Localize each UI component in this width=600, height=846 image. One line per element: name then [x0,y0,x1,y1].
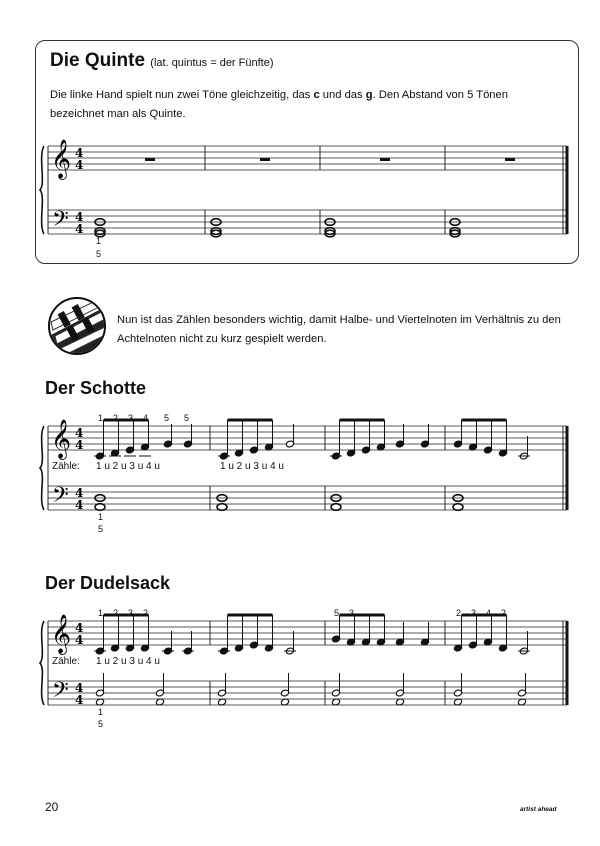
section-title-schotte: Der Schotte [45,378,147,398]
count-text: 1 u 2 u 3 u 4 u [96,461,160,472]
fingering-number: 2 [143,608,149,618]
count-text: 1 u 2 u 3 u 4 u [96,656,160,667]
fingering-number: 2 [456,608,462,618]
fingering-number: 5 [334,608,340,618]
brace [40,426,44,510]
fingering-number: 3 [349,608,355,618]
fingering-number: 3 [128,608,134,618]
treble-clef: 𝄞 [51,614,72,654]
time-signature: 4 [75,158,84,172]
whole-note [217,504,227,511]
time-signature: 4 [75,210,84,224]
title-note: (lat. quintus = der Fünfte) [150,57,274,69]
fingering-number: 1 [96,236,102,246]
fingering-number: 5 [184,413,190,423]
time-signature: 4 [75,146,84,160]
publisher-logo: artist ahead [520,806,557,813]
fingering-number: 5 [164,413,170,423]
section-title-quinte: Die Quinte (lat. quintus = der Fünfte) [50,50,274,71]
whole-rest [260,158,270,161]
whole-rest [145,158,155,161]
time-signature: 4 [75,438,84,452]
time-signature: 4 [75,486,84,500]
fingering-number: 3 [128,413,134,423]
fingering-number: 2 [113,413,119,423]
fingering-number: 5 [98,524,104,534]
piano-keys-icon [47,296,107,356]
fingering-number: 3 [471,608,477,618]
fingering-number: 1 [98,608,104,618]
whole-rest [380,158,390,161]
bass-clef: 𝄢 [52,483,69,513]
count-label: Zähle: [52,656,80,667]
brace [40,146,44,234]
count-text: 1 u 2 u 3 u 4 u [220,461,284,472]
whole-note [331,504,341,511]
brace [40,621,44,705]
treble-clef: 𝄞 [51,139,72,179]
section-title-dudelsack: Der Dudelsack [45,573,171,593]
time-signature: 4 [75,222,84,236]
page-number: 20 [45,800,59,814]
treble-clef: 𝄞 [51,419,72,459]
time-signature: 4 [75,681,84,695]
quinte-score [0,130,600,270]
bass-clef: 𝄢 [52,207,69,237]
time-signature: 4 [75,633,84,647]
bass-clef: 𝄢 [52,678,69,708]
whole-note [95,504,105,511]
fingering-number: 5 [98,719,104,729]
fingering-number: 4 [143,413,149,423]
fingering-number: 5 [96,249,102,259]
fingering-number: 1 [98,512,104,522]
count-label: Zähle: [52,461,80,472]
fingering-number: 2 [501,608,507,618]
dudelsack-score [0,605,600,735]
time-signature: 4 [75,621,84,635]
whole-rest [505,158,515,161]
fingering-number: 2 [113,608,119,618]
time-signature: 4 [75,426,84,440]
time-signature: 4 [75,498,84,512]
time-signature: 4 [75,693,84,707]
fingering-number: 1 [98,707,104,717]
fingering-number: 4 [486,608,492,618]
whole-note [453,504,463,511]
tip-text: Nun ist das Zählen besonders wichtig, damit Halbe- und Viertelnoten im Verhältnis zu den Achtelnoten nicht zu kurz gespielt werden. [117,314,561,345]
intro-text: Die linke Hand spielt nun zwei Töne gleichzeitig, das c und das g. Den Abstand von 5 Tönen bezeichnet man als Quinte. [50,89,508,120]
schotte-score [0,410,600,540]
fingering-number: 1 [98,413,104,423]
